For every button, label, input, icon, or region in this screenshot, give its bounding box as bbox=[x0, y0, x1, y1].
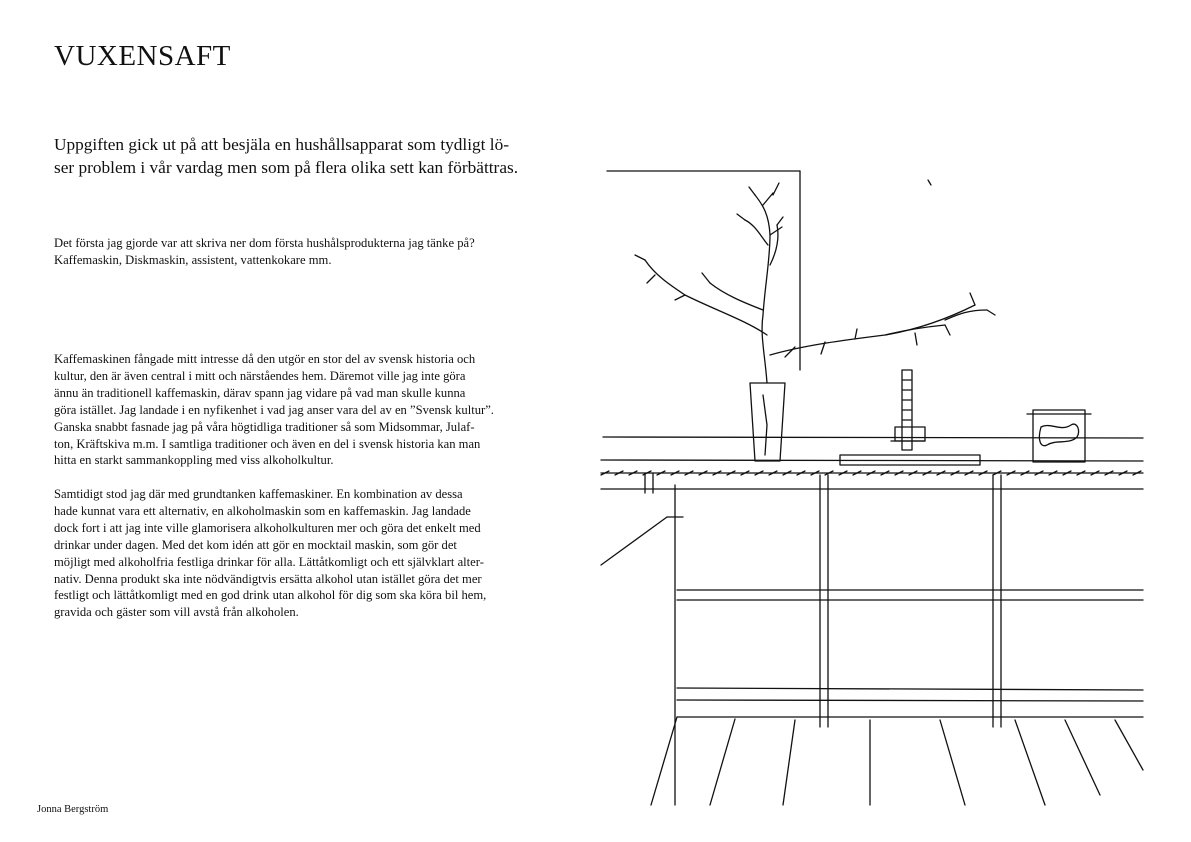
wall-lines bbox=[607, 171, 931, 370]
paragraph-mocktail-idea bbox=[54, 486, 554, 621]
text-line: göra istället. Jag landade i en nyfikenhet i vad jag anser vara del av en ”Svensk kultur”. bbox=[54, 402, 494, 417]
text-line: Ganska snabbt fasnade jag på våra högtidliga traditioner så som Midsommar, Julaf- bbox=[54, 419, 475, 434]
text-line: festligt och lättåtkomligt med en god drink utan alkohol för dig som ska köra bil hem, bbox=[54, 588, 487, 603]
text-line: Samtidigt stod jag där med grundtanken kaffemaskiner. En kombination av dessa bbox=[54, 487, 463, 501]
side-cabinet bbox=[601, 517, 683, 565]
text-line: ännu än traditionell kaffemaskin, därav spann jag vidare på vad man skulle kunna bbox=[54, 385, 466, 400]
text-line: Kaffemaskin, Diskmaskin, assistent, vattenkokare mm. bbox=[54, 252, 332, 267]
text-line: möjligt med alkoholfria festliga drinkar för alla. Lättåtkomligt och ett självklart alter- bbox=[54, 554, 484, 569]
paragraph-brainstorm bbox=[54, 235, 554, 269]
text-line: dock fort i att jag inte ville glamorisera alkoholkulturen mer och göra det enkelt med bbox=[54, 520, 481, 535]
table-legs bbox=[675, 475, 1143, 805]
intro-line: ser problem i vår vardag men som på flera olika sett kan förbättras. bbox=[54, 158, 519, 177]
page-title: VUXENSAFT bbox=[54, 40, 231, 72]
paragraph-coffee-machine bbox=[54, 351, 554, 469]
intro-line: Uppgiften gick ut på att besjäla en hushållsapparat som tydligt lö- bbox=[54, 135, 509, 154]
text-line: ton, Kräftskiva m.m. I samtliga traditioner och även en del i svensk historia kan man bbox=[54, 436, 481, 451]
text-line: Det första jag gjorde var att skriva ner dom första hushålsprodukterna jag tänke på? bbox=[54, 236, 475, 250]
text-line: hade kunnat vara ett alternativ, en alkoholmaskin som en kaffemaskin. Jag landade bbox=[54, 503, 471, 518]
text-line: nativ. Denna produkt ska inte nödvändigtvis ersätta alkohol utan istället göra det mer bbox=[54, 571, 482, 586]
kitchen-sketch-icon bbox=[595, 165, 1155, 815]
text-line: hitta en starkt sammankoppling med viss alkoholkultur. bbox=[54, 453, 334, 468]
text-line: drinkar under dagen. Med det kom idén att gör en mocktail maskin, som gör det bbox=[54, 537, 457, 552]
vase bbox=[750, 383, 785, 461]
intro-text bbox=[54, 133, 544, 179]
text-line: gravida och gäster som vill avstå från alkoholen. bbox=[54, 605, 299, 620]
countertop bbox=[601, 437, 1143, 493]
text-line: kultur, den är även central i mitt och närståendes hem. Däremot ville jag inte göra bbox=[54, 368, 466, 383]
floor-boards bbox=[651, 717, 1143, 805]
text-line: Kaffemaskinen fångade mitt intresse då den utgör en stor del av svensk historia och bbox=[54, 352, 476, 366]
author-name: Jonna Bergström bbox=[37, 804, 109, 815]
branches bbox=[635, 183, 995, 383]
canister bbox=[1027, 410, 1091, 462]
